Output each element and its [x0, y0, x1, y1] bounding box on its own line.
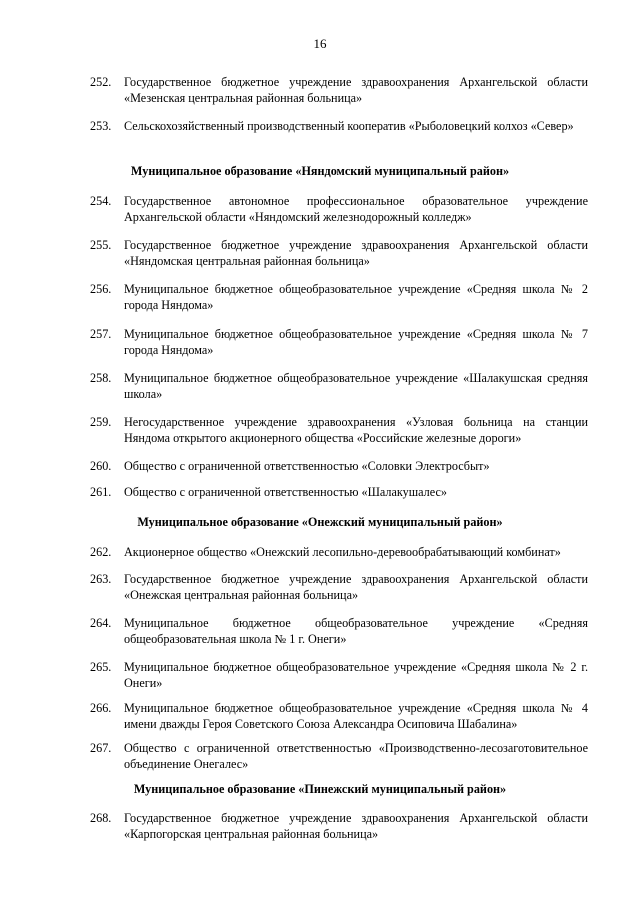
list-item — [90, 810, 588, 842]
section-heading: Муниципальное образование «Пинежский муниципальный район» — [133, 782, 507, 796]
item-text: Муниципальное бюджетное общеобразовательное учреждение «Средняя школа № 7 города Няндома» — [124, 327, 588, 357]
list-item — [90, 659, 588, 691]
item-text: Негосударственное учреждение здравоохранения «Узловая больница на станции Няндома открытого акционерного общества «Российские железные дороги» — [124, 415, 588, 445]
item-number: 254. — [90, 194, 112, 208]
item-text: Государственное бюджетное учреждение здравоохранения Архангельской области «Няндомская центральная районная больница» — [124, 238, 588, 268]
list-item — [90, 414, 588, 446]
item-number: 255. — [90, 238, 112, 252]
item-text: Акционерное общество «Онежский лесопильно-деревообрабатывающий комбинат» — [124, 545, 561, 559]
item-text: Государственное автономное профессиональное образовательное учреждение Архангельской области «Няндомский железнодорожный колледж» — [124, 194, 588, 224]
item-text: Муниципальное бюджетное общеобразовательное учреждение «Средняя школа № 2 г. Онеги» — [124, 660, 588, 690]
list-item — [90, 615, 588, 647]
item-text: Сельскохозяйственный производственный кооператив «Рыболовецкий колхоз «Север» — [124, 119, 574, 133]
list-item — [90, 544, 588, 560]
list-item — [90, 571, 588, 603]
item-number: 252. — [90, 75, 112, 89]
list-item — [90, 458, 588, 474]
item-text: Общество с ограниченной ответственностью «Производственно-лесозаготовительное объединение Онегалес» — [124, 741, 588, 771]
item-number: 262. — [90, 545, 112, 559]
list-item — [90, 74, 588, 106]
list-item — [90, 740, 588, 772]
item-number: 268. — [90, 811, 112, 825]
item-number: 256. — [90, 282, 112, 296]
list-item — [90, 281, 588, 313]
section-heading: Муниципальное образование «Няндомский муниципальный район» — [130, 164, 510, 178]
item-number: 257. — [90, 327, 112, 341]
list-item — [90, 118, 588, 134]
list-item — [90, 326, 588, 358]
item-text: Государственное бюджетное учреждение здравоохранения Архангельской области «Онежская центральная районная больница» — [124, 572, 588, 602]
item-text: Муниципальное бюджетное общеобразовательное учреждение «Средняя школа № 4 имени дважды Героя Советского Союза Александра Осиповича Шабалина» — [124, 701, 588, 731]
item-text: Общество с ограниченной ответственностью «Соловки Электросбыт» — [124, 459, 490, 473]
list-item — [90, 370, 588, 402]
item-number: 261. — [90, 485, 112, 499]
item-number: 263. — [90, 572, 112, 586]
list-item — [90, 237, 588, 269]
item-number: 259. — [90, 415, 112, 429]
item-number: 265. — [90, 660, 112, 674]
item-text: Муниципальное бюджетное общеобразовательное учреждение «Средняя общеобразовательная школа № 1 г. Онеги» — [124, 616, 588, 646]
page-number: 16 — [313, 36, 327, 51]
list-item — [90, 193, 588, 225]
item-text: Муниципальное бюджетное общеобразовательное учреждение «Шалакушская средняя школа» — [124, 371, 588, 401]
item-text: Муниципальное бюджетное общеобразовательное учреждение «Средняя школа № 2 города Няндома» — [124, 282, 588, 312]
item-text: Государственное бюджетное учреждение здравоохранения Архангельской области «Карпогорская центральная районная больница» — [124, 811, 588, 841]
item-number: 264. — [90, 616, 112, 630]
section-heading: Муниципальное образование «Онежский муниципальный район» — [137, 515, 503, 529]
item-number: 266. — [90, 701, 112, 715]
item-text: Общество с ограниченной ответственностью «Шалакушалес» — [124, 485, 447, 499]
item-number: 258. — [90, 371, 112, 385]
item-number: 253. — [90, 119, 112, 133]
item-text: Государственное бюджетное учреждение здравоохранения Архангельской области «Мезенская центральная районная больница» — [124, 75, 588, 105]
list-item — [90, 484, 588, 500]
item-number: 260. — [90, 459, 112, 473]
item-number: 267. — [90, 741, 112, 755]
list-item — [90, 700, 588, 732]
